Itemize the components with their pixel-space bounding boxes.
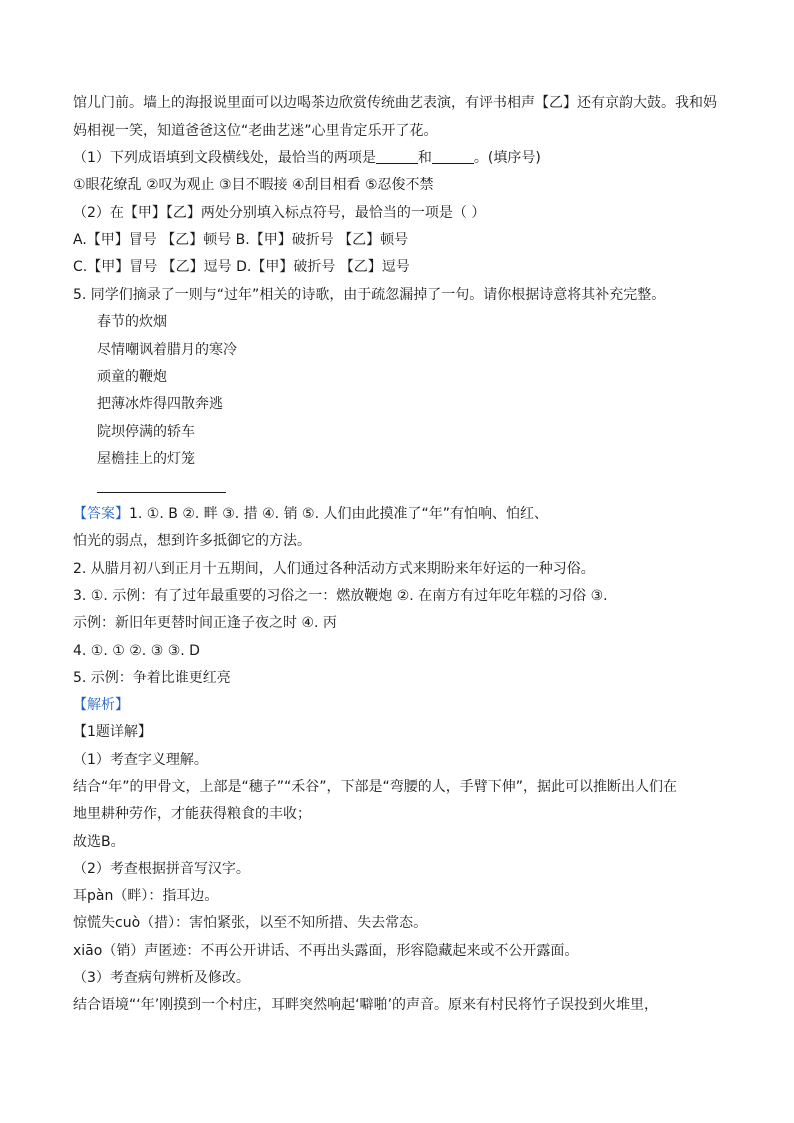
poem-line: 把薄冰炸得四散奔逃 bbox=[97, 396, 223, 412]
poem-line: 尽情嘲讽着腊月的寒冷 bbox=[97, 342, 237, 358]
question-2: （2）在【甲】【乙】两处分别填入标点符号，最恰当的一项是（ ） bbox=[73, 205, 486, 221]
question-1 bbox=[73, 148, 541, 168]
detail-heading: 【1题详解】 bbox=[73, 724, 152, 740]
analysis-line: 惊慌失cuò（措）：害怕紧张，以至不知所措、失去常态。 bbox=[73, 915, 428, 931]
question-1-options: ①眼花缭乱 ②叹为观止 ③目不暇接 ④刮目相看 ⑤忍俊不禁 bbox=[73, 177, 434, 193]
question-1-prefix: （1）下列成语填到文段横线处，最恰当的两项是 bbox=[73, 150, 376, 166]
question-1-mid: 和 bbox=[417, 150, 432, 166]
analysis-line: （1）考查字义理解。 bbox=[73, 752, 208, 768]
question-2-options: A.【甲】冒号 【乙】顿号 B.【甲】破折号 【乙】顿号 bbox=[73, 232, 409, 248]
answer-line: 4. ①. ① ②. ③ ③. D bbox=[73, 643, 200, 659]
poem-line: 春节的炊烟 bbox=[97, 314, 167, 330]
answer-line: 5. 示例：争着比谁更红亮 bbox=[73, 670, 231, 686]
passage-line: 馆儿门前。墙上的海报说里面可以边喝茶边欣赏传统曲艺表演，有评书相声【乙】还有京韵大鼓。我和妈 bbox=[73, 95, 717, 111]
answer-line: 示例：新旧年更替时间正逢子夜之时 ④. 丙 bbox=[73, 615, 337, 631]
poem-line: 顽童的鞭炮 bbox=[97, 369, 167, 385]
poem-answer-blank bbox=[97, 492, 226, 493]
answer-1-text: 1. ①. B ②. 畔 ③. 措 ④. 销 ⑤. 人们由此摸准了“年”有怕响、怕红、 bbox=[129, 506, 548, 522]
analysis-line: 地里耕种劳作，才能获得粮食的丰收； bbox=[73, 806, 311, 822]
answer-blank bbox=[376, 149, 418, 164]
question-1-suffix: 。(填序号) bbox=[473, 150, 541, 166]
answer-blank bbox=[432, 149, 474, 164]
answer-tag: 【答案】 bbox=[73, 506, 129, 522]
answer-line: 3. ①. 示例：有了过年最重要的习俗之一：燃放鞭炮 ②. 在南方有过年吃年糕的习俗 ③. bbox=[73, 588, 608, 604]
passage-line: 妈相视一笑，知道爸爸这位“老曲艺迷”心里肯定乐开了花。 bbox=[73, 123, 438, 139]
analysis-line: 结合“年”的甲骨文，上部是“穗子”“禾谷”，下部是“弯腰的人，手臂下伸”，据此可以推断出人们在 bbox=[73, 779, 678, 795]
analysis-line: 耳pàn（畔）：指耳边。 bbox=[73, 888, 219, 904]
answer-line: 2. 从腊月初八到正月十五期间，人们通过各种活动方式来期盼来年好运的一种习俗。 bbox=[73, 561, 595, 577]
poem-line: 屋檐挂上的灯笼 bbox=[97, 451, 195, 467]
analysis-line: xiāo（销）声匿迹：不再公开讲话、不再出头露面，形容隐藏起来或不公开露面。 bbox=[73, 943, 579, 959]
analysis-line: （3）考查病句辨析及修改。 bbox=[73, 970, 250, 986]
analysis-line: （2）考查根据拼音写汉字。 bbox=[73, 861, 250, 877]
analysis-line: 故选B。 bbox=[73, 834, 125, 850]
analysis-tag: 【解析】 bbox=[73, 697, 129, 713]
poem-line: 院坝停满的轿车 bbox=[97, 424, 195, 440]
question-5: 5. 同学们摘录了一则与“过年”相关的诗歌，由于疏忽漏掉了一句。请你根据诗意将其补充完整。 bbox=[73, 287, 666, 303]
answer-line bbox=[73, 504, 548, 524]
answer-line: 怕光的弱点，想到许多抵御它的方法。 bbox=[73, 533, 311, 549]
analysis-line: 结合语境“‘年’刚摸到一个村庄，耳畔突然响起‘噼啪’的声音。原来有村民将竹子误投到火堆里， bbox=[73, 997, 659, 1013]
question-2-options: C.【甲】冒号 【乙】逗号 D.【甲】破折号 【乙】逗号 bbox=[73, 259, 410, 275]
